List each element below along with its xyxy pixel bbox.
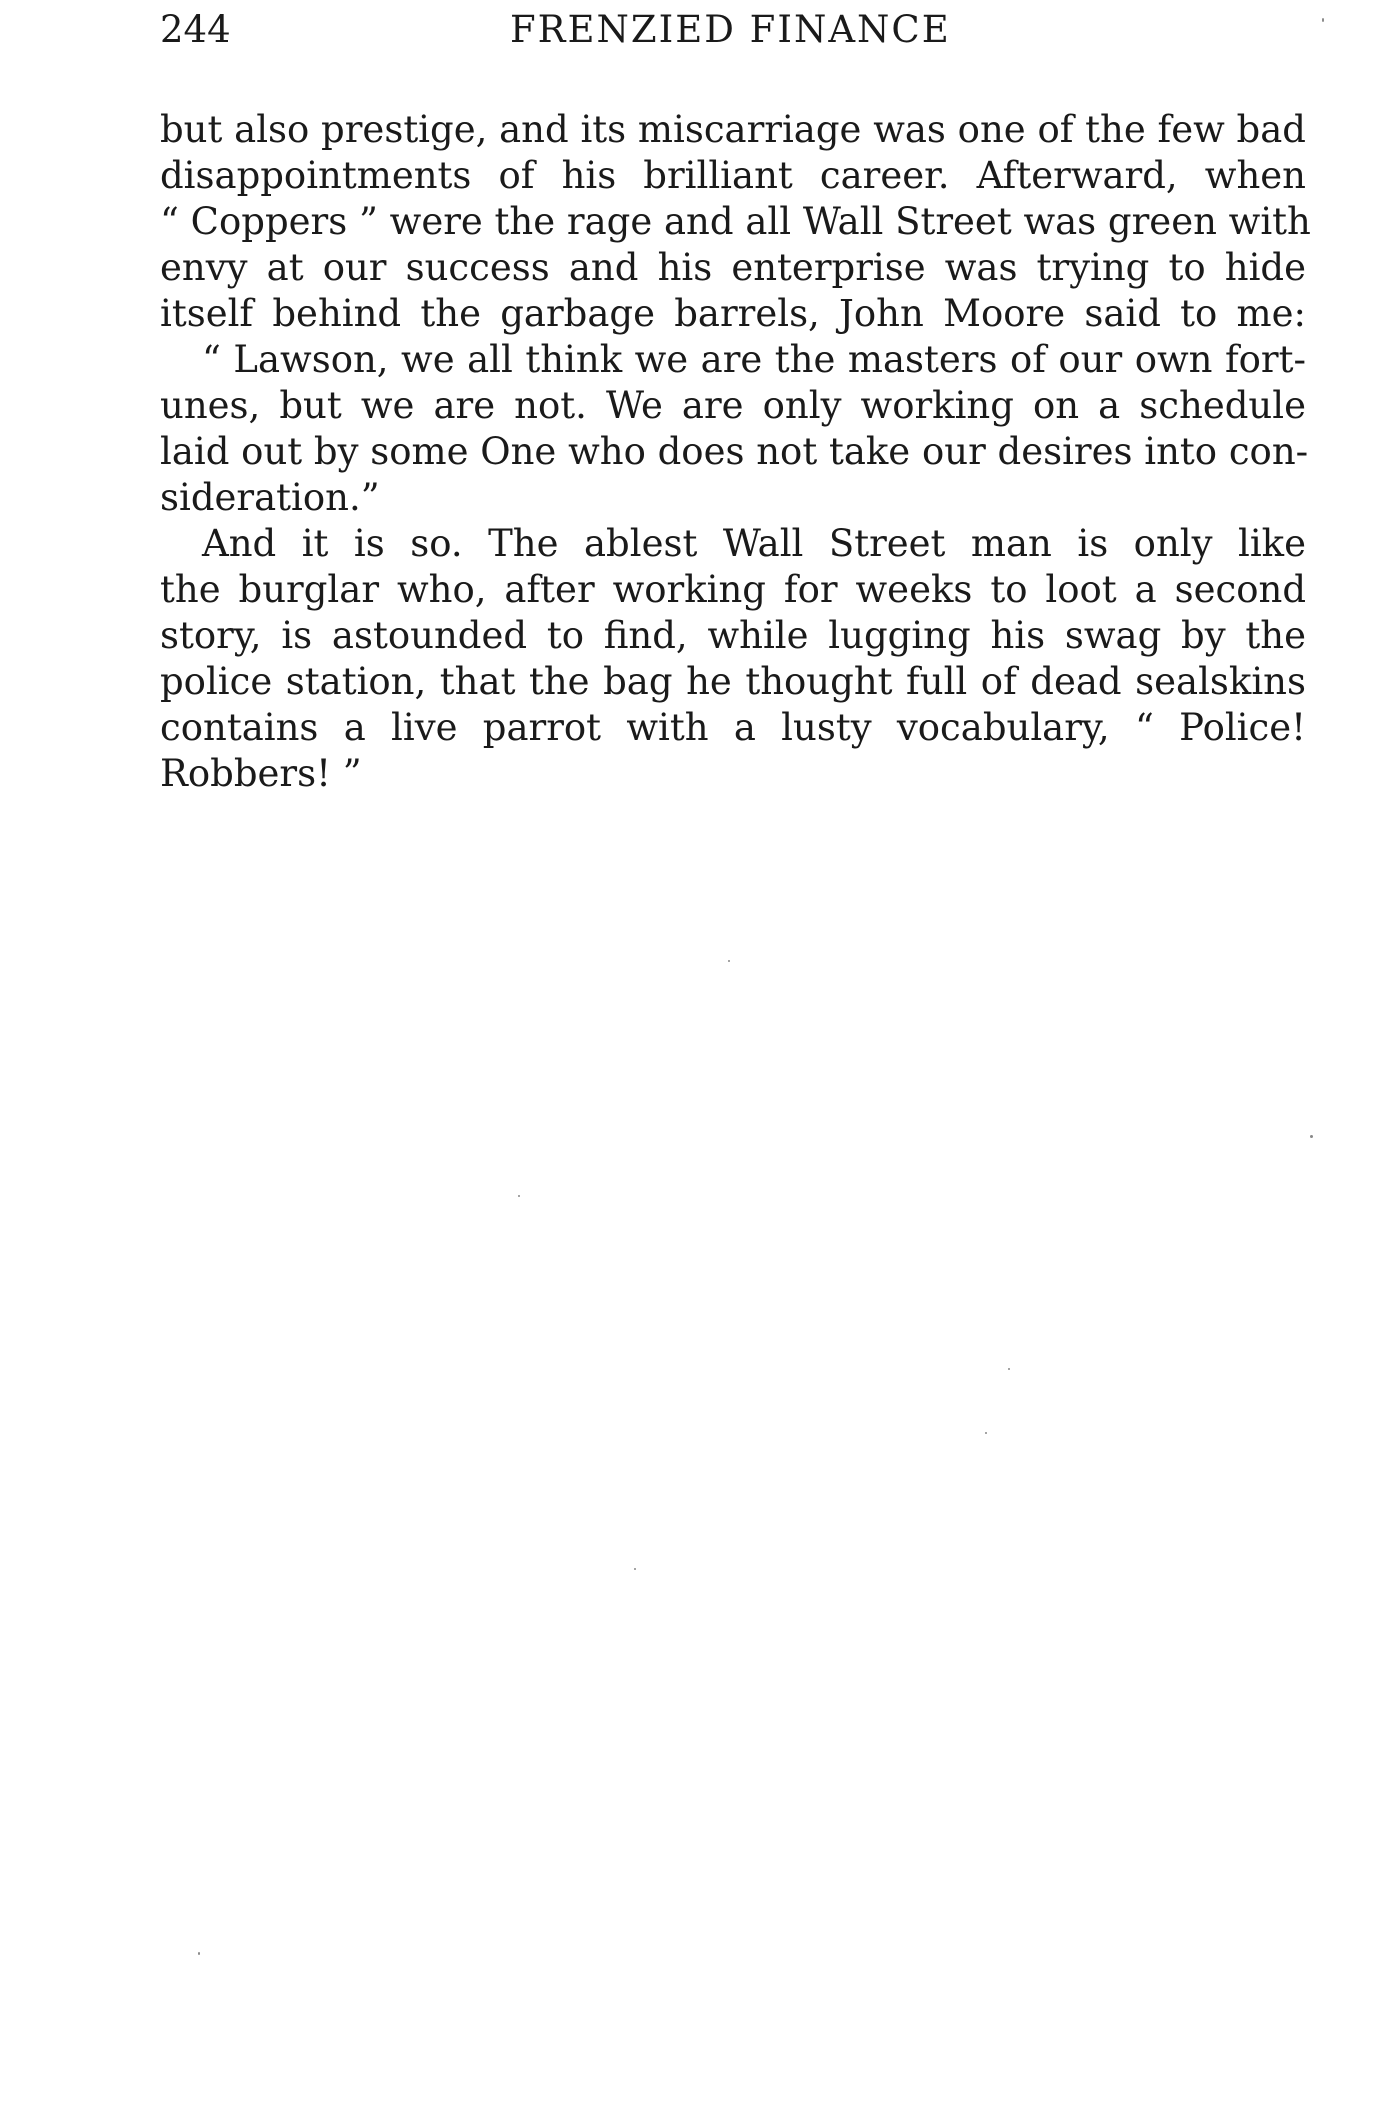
text-line: “ Lawson, we all think we are the masters of our own fort- — [202, 338, 1306, 381]
scan-speck — [1310, 1135, 1313, 1138]
text-line: sideration.” — [160, 476, 380, 519]
text-line: police station, that the bag he thought full of dead sealskins — [160, 660, 1306, 703]
scan-speck — [985, 1432, 987, 1434]
text-line: envy at our success and his enterprise was trying to hide — [160, 246, 1306, 289]
text-line: story, is astounded to find, while lugging his swag by the — [160, 614, 1306, 657]
text-line: disappointments of his brilliant career. Afterward, when — [160, 154, 1306, 197]
text-line: itself behind the garbage barrels, John Moore said to me: — [160, 292, 1306, 335]
text-line: contains a live parrot with a lusty vocabulary, “ Police! — [160, 706, 1306, 749]
text-line: the burglar who, after working for weeks to loot a second — [160, 568, 1306, 611]
running-title: FRENZIED FINANCE — [510, 8, 951, 51]
text-line: laid out by some One who does not take our desires into con- — [160, 430, 1309, 473]
scan-speck — [1322, 18, 1324, 22]
text-line: And it is so. The ablest Wall Street man is only like — [202, 522, 1306, 565]
running-head — [160, 8, 1310, 58]
scan-speck — [198, 1952, 200, 1955]
text-line: unes, but we are not. We are only working on a schedule — [160, 384, 1306, 427]
text-line: but also prestige, and its miscarriage was one of the few bad — [160, 108, 1306, 151]
scan-speck — [518, 1195, 520, 1197]
page-number: 244 — [160, 8, 231, 51]
text-line: “ Coppers ” were the rage and all Wall Street was green with — [160, 200, 1311, 243]
scan-speck — [634, 1568, 636, 1570]
body-text — [160, 107, 1311, 797]
scan-speck — [728, 960, 730, 962]
scan-speck — [1008, 1368, 1010, 1370]
text-line: Robbers! ” — [160, 752, 362, 795]
